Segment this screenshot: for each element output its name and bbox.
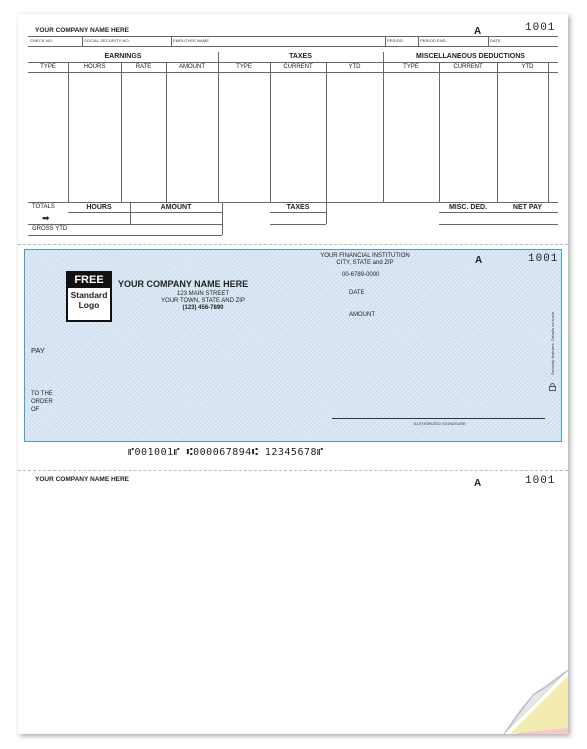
label-employee-name: EMPLOYEE NAME (173, 38, 209, 43)
label-period: PERIOD (387, 38, 403, 43)
check-address-line1: 123 MAIN STREET (176, 291, 229, 297)
check-form-sheet (18, 14, 568, 734)
signature-line (332, 418, 545, 419)
col-earn-amount: AMOUNT (179, 64, 205, 70)
company-logo-placeholder: FREE Standard Logo (66, 271, 112, 322)
label-ssn: SOCIAL SECURITY NO. (84, 38, 130, 43)
col-tax-current: CURRENT (283, 64, 313, 70)
check-company-name: YOUR COMPANY NAME HERE (118, 279, 249, 289)
bank-city: CITY, STATE and ZIP (336, 260, 394, 266)
pay-label: PAY (31, 346, 45, 355)
stub-top-check-number: 1001 (525, 22, 556, 34)
micr-line: ⑈001001⑈ ⑆000067894⑆ 12345678⑈ (128, 447, 324, 458)
security-features-text: Security features. Details on back. (550, 310, 555, 375)
check-number: 1001 (528, 253, 559, 265)
totals-net-pay-label: NET PAY (512, 204, 543, 211)
order-label: ORDER (31, 399, 53, 405)
date-label: DATE (349, 290, 365, 296)
col-tax-type: TYPE (236, 64, 252, 70)
amount-label: AMOUNT (349, 312, 375, 318)
totals-taxes-label: TAXES (286, 204, 310, 211)
check-letter: A (475, 255, 483, 266)
col-earn-hours: HOURS (83, 64, 106, 70)
col-misc-ytd: YTD (521, 64, 534, 70)
perforation-line-lower (18, 470, 568, 471)
stub-top-letter: A (474, 26, 482, 37)
arrow-right-icon: ➡ (42, 213, 50, 223)
label-period-end: PERIOD END. (420, 38, 448, 43)
page-curl-graphic (504, 670, 568, 734)
col-tax-ytd: YTD (348, 64, 361, 70)
gross-ytd-label: GROSS YTD (32, 226, 68, 232)
totals-hours-label: HOURS (86, 204, 112, 211)
of-label: OF (31, 407, 40, 413)
col-misc-current: CURRENT (453, 64, 483, 70)
stub-bottom-company: YOUR COMPANY NAME HERE (35, 476, 130, 483)
stub-bottom-check-number: 1001 (525, 475, 556, 487)
totals-label: TOTALS (32, 204, 55, 210)
stub-top-company: YOUR COMPANY NAME HERE (35, 27, 130, 34)
col-earn-type: TYPE (40, 64, 56, 70)
check-body (24, 249, 562, 442)
label-check-no: CHECK NO. (30, 38, 54, 43)
totals-amount-label: AMOUNT (160, 204, 192, 211)
check-address-line2: YOUR TOWN, STATE AND ZIP (161, 298, 245, 304)
stub-bottom-letter: A (474, 478, 482, 489)
padlock-icon (549, 378, 556, 386)
misc-deductions-header: MISCELLANEOUS DEDUCTIONS (416, 53, 525, 60)
bank-fraction: 00-6789-0000 (342, 272, 380, 278)
col-earn-rate: RATE (135, 64, 152, 70)
col-misc-type: TYPE (403, 64, 419, 70)
to-the-label: TO THE (31, 391, 53, 397)
perforation-line (18, 244, 568, 245)
bank-name: YOUR FINANCIAL INSTITUTION (320, 253, 410, 259)
totals-misc-label: MISC. DED. (448, 204, 488, 211)
check-phone: (123) 456-7890 (182, 305, 224, 311)
earnings-header: EARNINGS (104, 53, 142, 60)
taxes-header: TAXES (289, 53, 312, 60)
label-date: DATE (490, 38, 501, 43)
signature-label: AUTHORIZED SIGNATURE (413, 421, 467, 426)
